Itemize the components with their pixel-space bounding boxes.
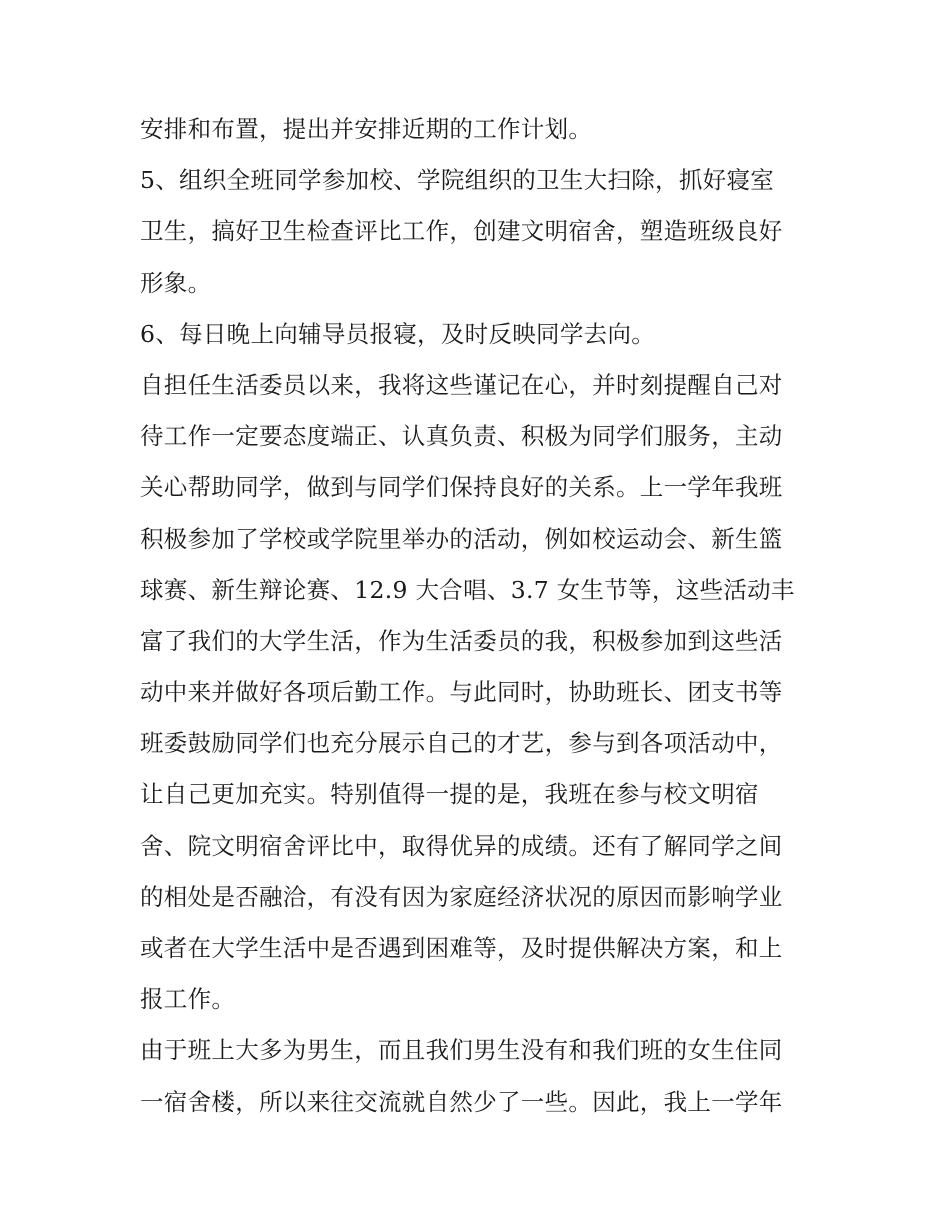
text-line: 由于班上大多为男生，而且我们男生没有和我们班的女生住同	[140, 1036, 783, 1065]
text-line: 动中来并做好各项后勤工作。与此同时，协助班长、团支书等	[140, 678, 783, 707]
text-line: 报工作。	[140, 985, 236, 1014]
text-line: 关心帮助同学，做到与同学们保持良好的关系。上一学年我班	[140, 473, 783, 502]
text-line: 的相处是否融洽，有没有因为家庭经济状况的原因而影响学业	[140, 882, 783, 911]
text-line: 富了我们的大学生活，作为生活委员的我，积极参加到这些活	[140, 626, 783, 655]
text-line: 6、每日晚上向辅导员报寝，及时反映同学去向。	[140, 319, 656, 348]
text-line: 班委鼓励同学们也充分展示自己的才艺，参与到各项活动中，	[140, 729, 783, 758]
text-line: 球赛、新生辩论赛、12.9 大合唱、3.7 女生节等，这些活动丰	[140, 575, 795, 604]
text-line: 卫生，搞好卫生检查评比工作，创建文明宿舍，塑造班级良好	[140, 217, 783, 246]
text-line: 舍、院文明宿舍评比中，取得优异的成绩。还有了解同学之间	[140, 831, 783, 860]
text-line: 自担任生活委员以来，我将这些谨记在心，并时刻提醒自己对	[140, 370, 783, 399]
text-line: 待工作一定要态度端正、认真负责、积极为同学们服务，主动	[140, 422, 783, 451]
text-line: 让自己更加充实。特别值得一提的是，我班在参与校文明宿	[140, 780, 759, 809]
text-line: 安排和布置，提出并安排近期的工作计划。	[140, 115, 593, 143]
text-line: 形象。	[140, 268, 212, 297]
text-line: 积极参加了学校或学院里举办的活动，例如校运动会、新生篮	[140, 524, 783, 553]
document-body	[140, 104, 815, 1128]
text-line: 一宿舍楼，所以来往交流就自然少了一些。因此，我上一学年	[140, 1087, 783, 1116]
text-line: 5、组织全班同学参加校、学院组织的卫生大扫除，抓好寝室	[140, 166, 775, 195]
text-line: 或者在大学生活中是否遇到困难等，及时提供解决方案，和上	[140, 934, 783, 962]
